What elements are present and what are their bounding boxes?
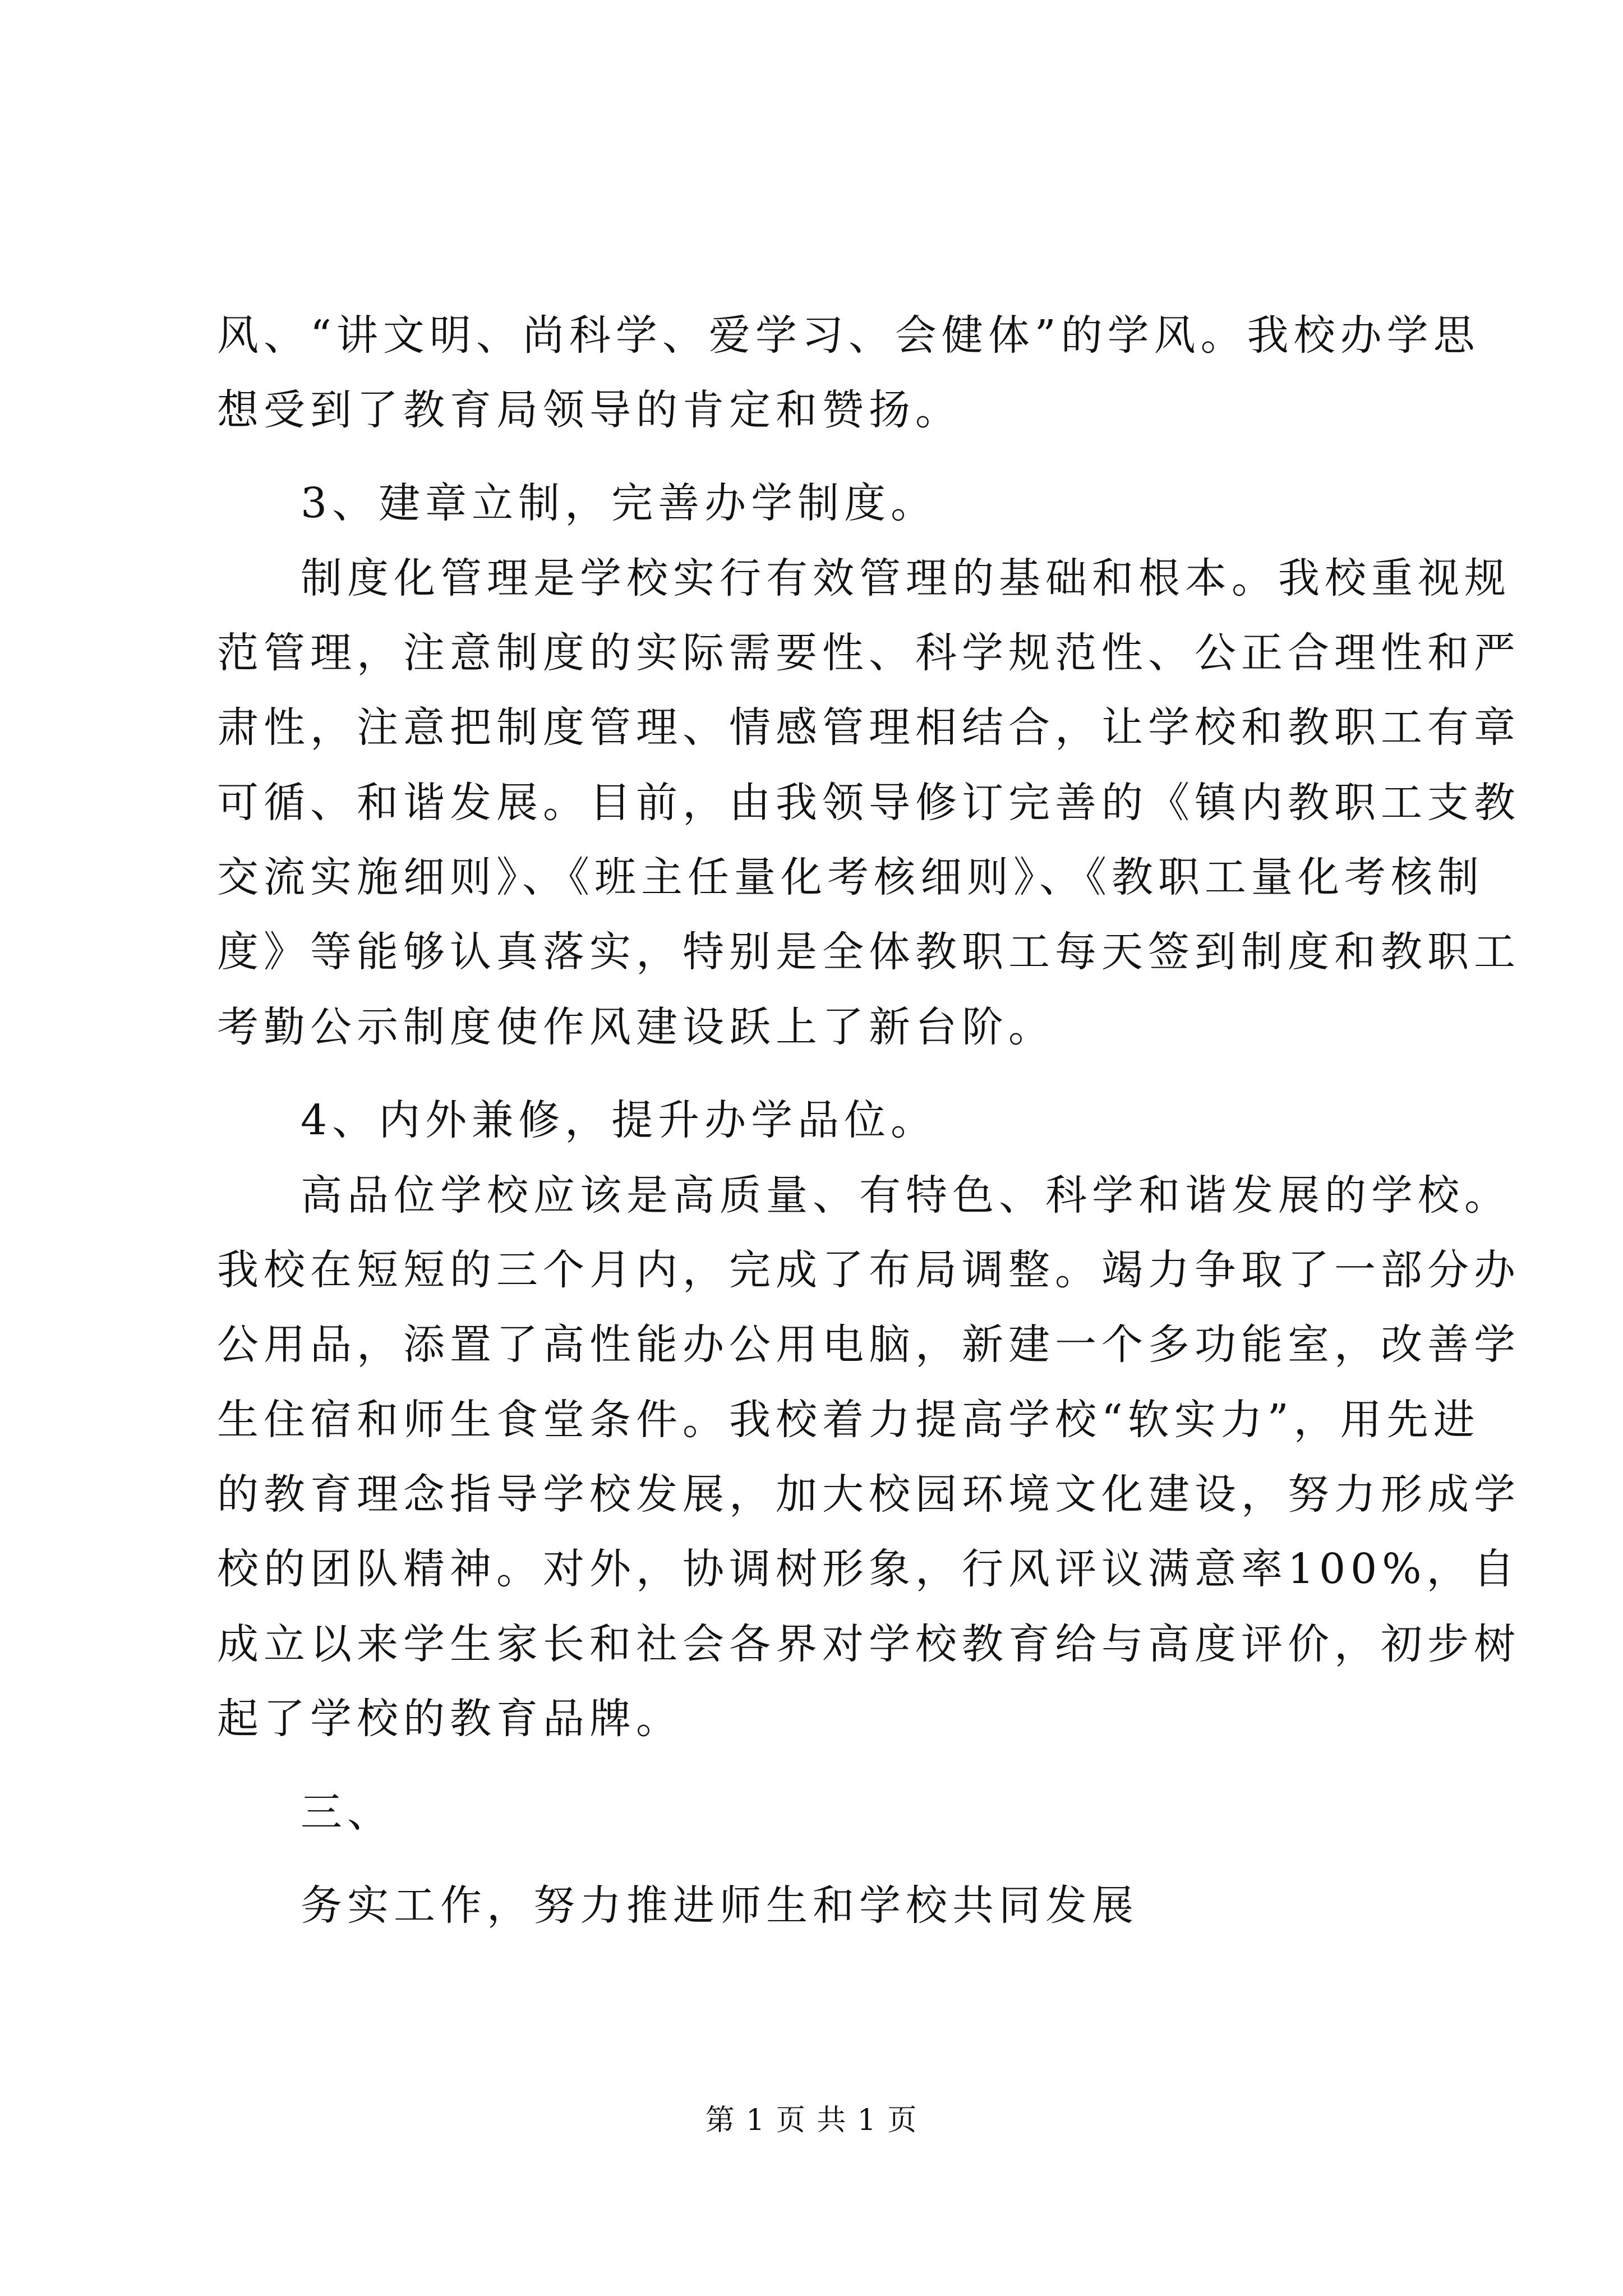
text-line: 校的团队精神。对外，协调树形象，行风评议满意率100%，自 [217, 1545, 1520, 1593]
section-heading: 3、建章立制，完善办学制度。 [301, 479, 938, 527]
page-footer: 第 1 页 共 1 页 [705, 2104, 918, 2137]
text-line: 高品位学校应该是高质量、有特色、科学和谐发展的学校。 [301, 1171, 1511, 1220]
section-heading: 务实工作，努力推进师生和学校共同发展 [301, 1881, 1138, 1930]
text-line: 起了学校的教育品牌。 [217, 1695, 683, 1743]
text-line: 我校在短短的三个月内，完成了布局调整。竭力争取了一部分办 [217, 1246, 1520, 1294]
section-number: 三、 [301, 1788, 394, 1837]
text-line: 可循、和谐发展。目前，由我领导修订完善的《镇内教职工支教 [217, 779, 1520, 827]
text-line: 生住宿和师生食堂条件。我校着力提高学校“软实力”，用先进 [217, 1396, 1480, 1444]
text-line: 想受到了教育局领导的肯定和赞扬。 [217, 386, 962, 434]
text-line: 制度化管理是学校实行有效管理的基础和根本。我校重视规 [301, 554, 1511, 602]
text-line: 肃性，注意把制度管理、情感管理相结合，让学校和教职工有章 [217, 703, 1520, 752]
text-line: 公用品，添置了高性能办公用电脑，新建一个多功能室，改善学 [217, 1320, 1520, 1369]
text-line: 范管理，注意制度的实际需要性、科学规范性、公正合理性和严 [217, 629, 1520, 677]
text-line: 考勤公示制度使作风建设跃上了新台阶。 [217, 1003, 1055, 1051]
text-line: 成立以来学生家长和社会各界对学校教育给与高度评价，初步树 [217, 1620, 1520, 1668]
text-line: 风、“讲文明、尚科学、爱学习、会健体”的学风。我校办学思 [217, 311, 1480, 360]
text-line: 的教育理念指导学校发展，加大校园环境文化建设，努力形成学 [217, 1470, 1520, 1519]
text-line: 交流实施细则》、《班主任量化考核细则》、《教职工量化考核制 [217, 853, 1484, 901]
section-heading: 4、内外兼修，提升办学品位。 [301, 1096, 938, 1144]
text-line: 度》等能够认真落实，特别是全体教职工每天签到制度和教职工 [217, 928, 1520, 976]
